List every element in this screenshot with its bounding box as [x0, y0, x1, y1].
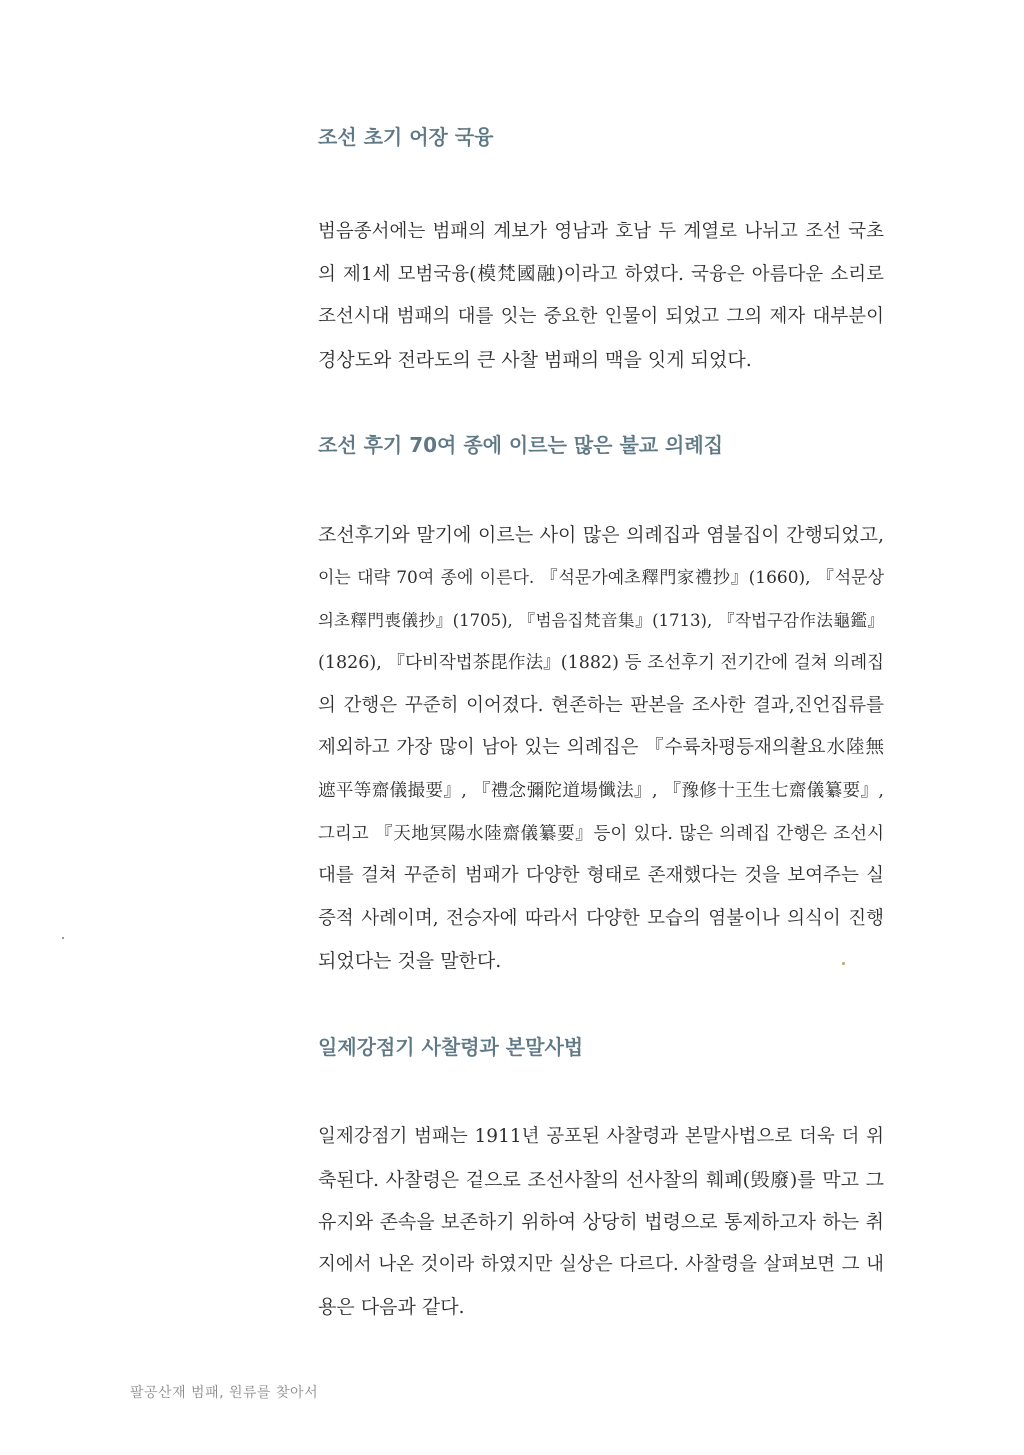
- text-line: 용은 다음과 같다.: [318, 1296, 465, 1319]
- text-line: 증적 사례이며, 전승자에 따라서 다양한 모습의 염불이나 의식이 진행: [318, 907, 884, 929]
- text-line: 이는 대략 70여 종에 이른다. 『석문가예초釋門家禮抄』(1660), 『석문상: [318, 567, 884, 588]
- section-heading-early-joseon: 조선 초기 어장 국융: [318, 125, 494, 149]
- section-heading-late-joseon: 조선 후기 70여 종에 이르는 많은 불교 의례집: [318, 433, 724, 458]
- section-heading-japanese-occupation: 일제강점기 사찰령과 본말사법: [318, 1034, 584, 1059]
- text-line: 대를 걸쳐 꾸준히 범패가 다양한 형태로 존재했다는 것을 보여주는 실: [318, 865, 884, 887]
- paragraph-early-joseon: [318, 211, 884, 381]
- text-line: 의초釋門喪儀抄』(1705), 『범음집梵音集』(1713), 『작법구감作法龜鑑』: [318, 610, 884, 630]
- paragraph-japanese-occupation: [318, 1116, 884, 1329]
- scan-speck: [62, 937, 64, 939]
- scan-speck: [842, 962, 845, 965]
- text-line: 되었다는 것을 말한다.: [318, 950, 502, 973]
- paragraph-late-joseon: [318, 514, 884, 983]
- text-line: 일제강점기 범패는 1911년 공포된 사찰령과 본말사법으로 더욱 더 위: [318, 1125, 884, 1147]
- text-line: 조선후기와 말기에 이르는 사이 많은 의례집과 염불집이 간행되었고,: [318, 524, 884, 547]
- text-line: 의 간행은 꾸준히 이어졌다. 현존하는 판본을 조사한 결과,진언집류를: [318, 694, 884, 716]
- text-line: 경상도와 전라도의 큰 사찰 범패의 맥을 잇게 되었다.: [318, 348, 752, 371]
- running-footer: 팔공산재 범패, 원류를 찾아서: [130, 1385, 319, 1401]
- text-line: 조선시대 범패의 대를 잇는 중요한 인물이 되었고 그의 제자 대부분이: [318, 306, 884, 328]
- text-line: 축된다. 사찰령은 겉으로 조선사찰의 선사찰의 훼폐(毁廢)를 막고 그: [318, 1168, 884, 1191]
- text-line: 遮平等齋儀撮要』, 『禮念彌陀道場懺法』, 『豫修十王生七齋儀纂要』,: [318, 780, 884, 801]
- page-content: [318, 118, 884, 1329]
- text-line: 그리고 『天地冥陽水陸齋儀纂要』등이 있다. 많은 의례집 간행은 조선시: [318, 823, 884, 844]
- text-line: (1826), 『다비작법茶毘作法』(1882) 등 조선후기 전기간에 걸쳐 의례집: [318, 653, 884, 674]
- text-line: 의 제1세 모범국융(模梵國融)이라고 하였다. 국융은 아름다운 소리로: [318, 263, 884, 285]
- text-line: 범음종서에는 범패의 계보가 영남과 호남 두 계열로 나뉘고 조선 국초: [318, 221, 884, 242]
- text-line: 지에서 나온 것이라 하였지만 실상은 다르다. 사찰령을 살펴보면 그 내: [318, 1253, 884, 1275]
- text-line: 유지와 존속을 보존하기 위하여 상당히 법령으로 통제하고자 하는 취: [318, 1211, 884, 1234]
- text-line: 제외하고 가장 많이 남아 있는 의례집은 『수륙차평등재의촬요水陸無: [318, 737, 884, 759]
